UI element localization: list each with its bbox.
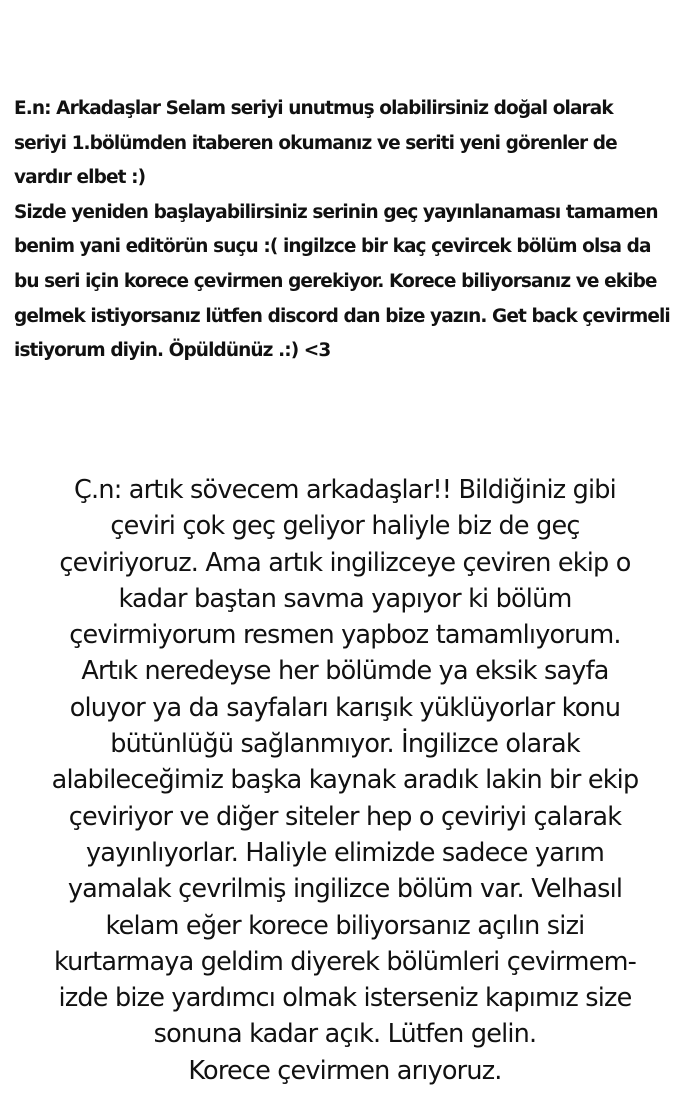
editor-note-line: istiyorum diyin. Öpüldünüz .:) <3 [14,340,331,362]
translator-note-line: çeviri çok geç geliyor haliyle biz de geç [110,511,580,542]
translator-note-line: Ç.n: artık sövecem arkadaşlar!! Bildiğiniz gibi [74,475,616,505]
editor-note-line: vardır elbet :) [14,167,146,189]
translator-note-line: sonuna kadar açık. Lütfen gelin. [153,1019,537,1050]
editor-note-line: Sizde yeniden başlayabilirsiniz serinin geç yayınlanaması tamamen [14,201,658,223]
editor-note-line: bu seri için korece çevirmen gerekiyor. Korece biliyorsanız ve ekibe [14,270,657,292]
editor-note-line: seriyi 1.bölümden itaberen okumanız ve seriti yeni görenler de [14,132,617,154]
translator-note-line: oluyor ya da sayfaları karışık yüklüyorlar konu [69,692,621,723]
translator-note-line: alabileceğimiz başka kaynak aradık lakin bir ekip [51,765,639,796]
translator-note-line: kadar baştan savma yapıyor ki bölüm [118,583,572,614]
editor-note [14,92,690,369]
editor-note-line: gelmek istiyorsanız lütfen discord dan bize yazın. Get back çevirmeli [14,305,670,327]
translator-note-line: yamalak çevrilmiş ingilizce bölüm var. Velhasıl [67,874,623,905]
translator-note-line: çeviriyoruz. Ama artık ingilizceye çeviren ekip o [59,547,631,578]
editor-note-line: E.n: Arkadaşlar Selam seriyi unutmuş olabilirsiniz doğal olarak [14,98,613,119]
translator-note-line: izde bize yardımcı olmak isterseniz kapımız size [58,983,632,1014]
translator-note-line: kurtarmaya geldim diyerek bölümleri çevirmem- [53,946,637,977]
translator-note-line: Korece çevirmen arıyoruz. [188,1055,502,1086]
translator-note-line: kelam eğer korece biliyorsanız açılın sizi [105,910,585,941]
editor-note-line: benim yani editörün suçu :( ingilzce bir kaç çevircek bölüm olsa da [14,236,651,258]
translator-note-line: çeviriyor ve diğer siteler hep o çeviriyi çalarak [68,801,622,832]
translator-note-line: bütünlüğü sağlanmıyor. İngilizce olarak [110,729,580,760]
translator-note-line: yayınlıyorlar. Haliyle elimizde sadece yarım [85,837,605,868]
translator-note-line: çevirmiyorum resmen yapboz tamamlıyorum. [69,620,621,651]
translator-note [0,472,690,1089]
translator-note-line: Artık neredeyse her bölümde ya eksik sayfa [81,656,609,687]
